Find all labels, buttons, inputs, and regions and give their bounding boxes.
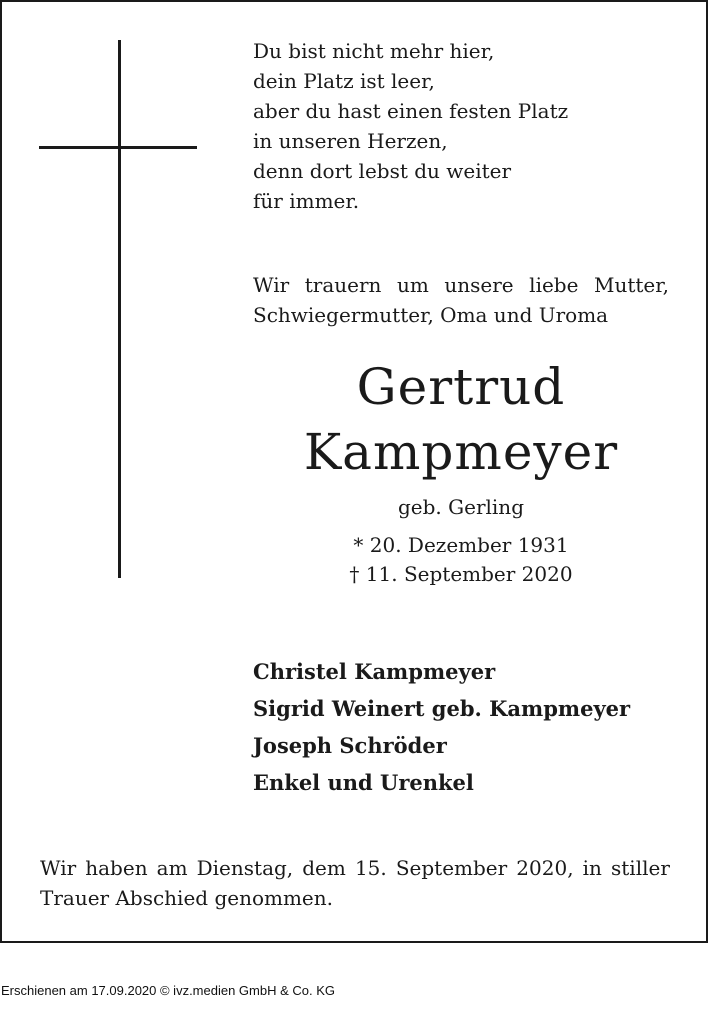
word: trauern bbox=[304, 273, 382, 297]
word: haben bbox=[85, 856, 148, 880]
poem bbox=[253, 36, 568, 216]
mourner-name: Enkel und Urenkel bbox=[253, 770, 474, 795]
death-date: † 11. September 2020 bbox=[349, 562, 573, 586]
cross-icon-vertical-bar bbox=[118, 40, 121, 578]
poem-line: für immer. bbox=[253, 189, 360, 213]
word: stiller bbox=[611, 856, 670, 880]
maiden-name: geb. Gerling bbox=[397, 495, 524, 519]
birth-date: * 20. Dezember 1931 bbox=[353, 533, 569, 557]
poem-line: Du bist nicht mehr hier, bbox=[253, 39, 495, 63]
word: 15. bbox=[354, 856, 387, 880]
mourners-list bbox=[253, 653, 630, 801]
deceased-first-name: Gertrud bbox=[356, 358, 566, 416]
poem-line: in unseren Herzen, bbox=[253, 129, 448, 153]
word: Mutter, bbox=[594, 273, 669, 297]
cross-icon-horizontal-bar bbox=[39, 146, 197, 149]
poem-line: denn dort lebst du weiter bbox=[253, 159, 512, 183]
poem-line: aber du hast einen festen Platz bbox=[253, 99, 569, 123]
mourning-intro-line-1 bbox=[253, 270, 669, 300]
word: dem bbox=[302, 856, 346, 880]
word: in bbox=[582, 856, 602, 880]
mourning-intro bbox=[253, 270, 669, 330]
mourner-name: Sigrid Weinert geb. Kampmeyer bbox=[253, 696, 631, 721]
word: Dienstag, bbox=[196, 856, 294, 880]
word: Wir bbox=[253, 273, 290, 297]
word: 2020, bbox=[516, 856, 574, 880]
mourner-name: Joseph Schröder bbox=[253, 733, 447, 758]
deceased-last-name: Kampmeyer bbox=[303, 423, 619, 481]
closing-line-1 bbox=[40, 853, 670, 883]
word: Wir bbox=[40, 856, 77, 880]
word: um bbox=[396, 273, 429, 297]
mourning-intro-line-2: Schwiegermutter, Oma und Uroma bbox=[253, 303, 609, 327]
word: am bbox=[156, 856, 188, 880]
publication-footer: Erschienen am 17.09.2020 © ivz.medien GmbH & Co. KG bbox=[1, 983, 336, 998]
word: unsere bbox=[444, 273, 514, 297]
poem-line: dein Platz ist leer, bbox=[253, 69, 435, 93]
mourner-name: Christel Kampmeyer bbox=[253, 659, 496, 684]
word: September bbox=[395, 856, 508, 880]
closing-statement bbox=[40, 853, 670, 913]
word: liebe bbox=[529, 273, 579, 297]
closing-line-2: Trauer Abschied genommen. bbox=[40, 886, 334, 910]
